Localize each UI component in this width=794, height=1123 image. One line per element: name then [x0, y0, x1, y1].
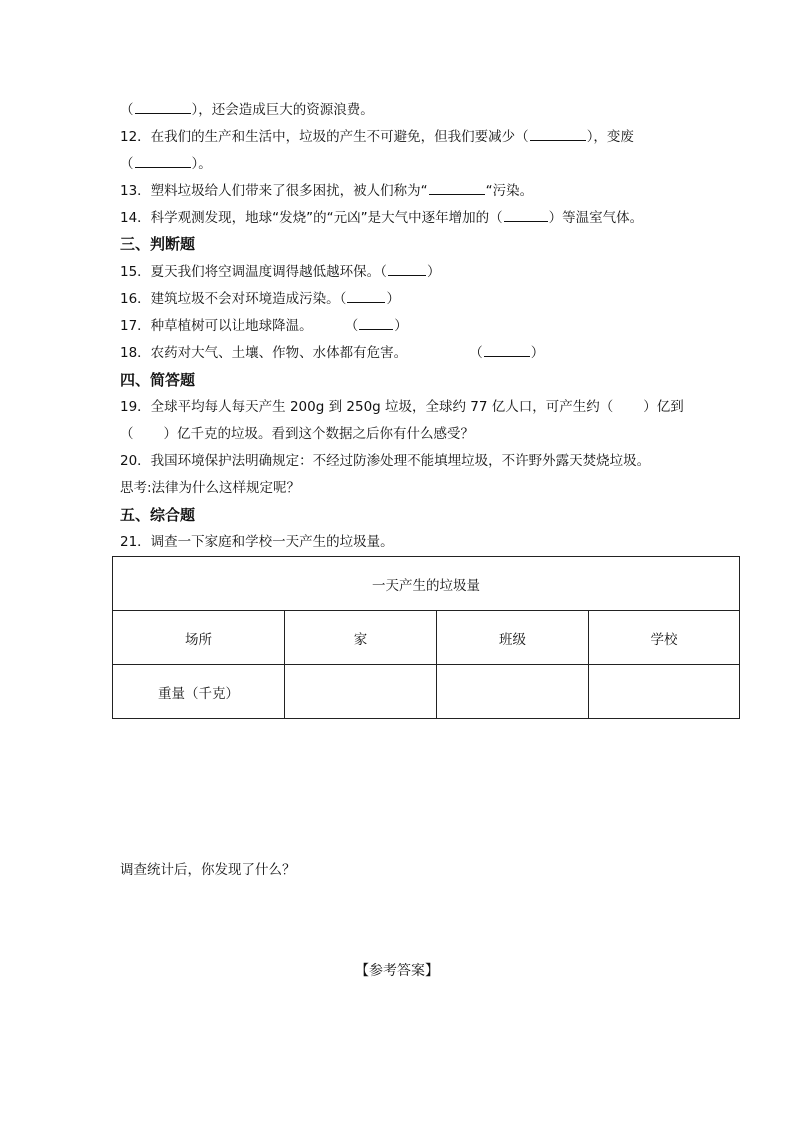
section-heading-comprehensive: 五、综合题: [120, 506, 196, 524]
question-21: 21．调查一下家庭和学校一天产生的垃圾量。: [120, 534, 394, 550]
section-heading-short-answer: 四、简答题: [120, 371, 196, 389]
question-14: 14．科学观测发现，地球“发烧”的“元凶”是大气中逐年增加的（ ）等温室气体。: [120, 210, 644, 226]
answer-blank[interactable]: [388, 262, 426, 276]
question-19: 19．全球平均每人每天产生 200g 到 250g 垃圾，全球约 77 亿人口，可产生约（ ）亿到: [120, 399, 684, 415]
question-21-reflection: 调查统计后，你发现了什么？: [120, 862, 296, 878]
table-input-cell[interactable]: [285, 665, 437, 719]
answer-blank[interactable]: [504, 208, 548, 222]
question-20-think: 思考:法律为什么这样规定呢？: [120, 480, 301, 496]
question-15: 15．夏天我们将空调温度调得越低越环保。（ ）: [120, 264, 441, 280]
table-row-label: 重量（千克）: [113, 665, 285, 719]
garbage-survey-table: [112, 556, 740, 719]
answer-blank[interactable]: [484, 343, 530, 357]
table-input-cell[interactable]: [589, 665, 740, 719]
answer-blank[interactable]: [530, 127, 586, 141]
table-header-cell: 班级: [437, 611, 589, 665]
section-heading-judgement: 三、判断题: [120, 235, 196, 253]
table-input-cell[interactable]: [437, 665, 589, 719]
question-17: 17．种草植树可以让地球降温。 （ ）: [120, 318, 408, 334]
question-19-continuation: （ ）亿千克的垃圾。看到这个数据之后你有什么感受？: [120, 426, 474, 442]
question-20: 20．我国环境保护法明确规定：不经过防渗处理不能填埋垃圾，不许野外露天焚烧垃圾。: [120, 453, 651, 469]
answer-blank[interactable]: [347, 289, 385, 303]
table-header-cell: 学校: [589, 611, 740, 665]
answer-blank[interactable]: [359, 316, 393, 330]
answer-blank[interactable]: [429, 181, 485, 195]
question-12-continuation: （ ）。: [120, 156, 212, 172]
table-title: 一天产生的垃圾量: [113, 557, 740, 611]
table-header-cell: 场所: [113, 611, 285, 665]
question-16: 16．建筑垃圾不会对环境造成污染。（ ）: [120, 291, 400, 307]
question-18: 18．农药对大气、土壤、作物、水体都有危害。 （ ）: [120, 345, 545, 361]
answer-section-title: 【参考答案】: [355, 963, 439, 979]
answer-blank[interactable]: [135, 154, 191, 168]
table-header-cell: 家: [285, 611, 437, 665]
q11-continuation: （ ），还会造成巨大的资源浪费。: [120, 102, 374, 118]
question-13: 13．塑料垃圾给人们带来了很多困扰，被人们称为“ “污染。: [120, 183, 534, 199]
answer-blank[interactable]: [135, 100, 191, 114]
question-12: 12．在我们的生产和生活中，垃圾的产生不可避免，但我们要减少（ ），变废: [120, 129, 634, 145]
